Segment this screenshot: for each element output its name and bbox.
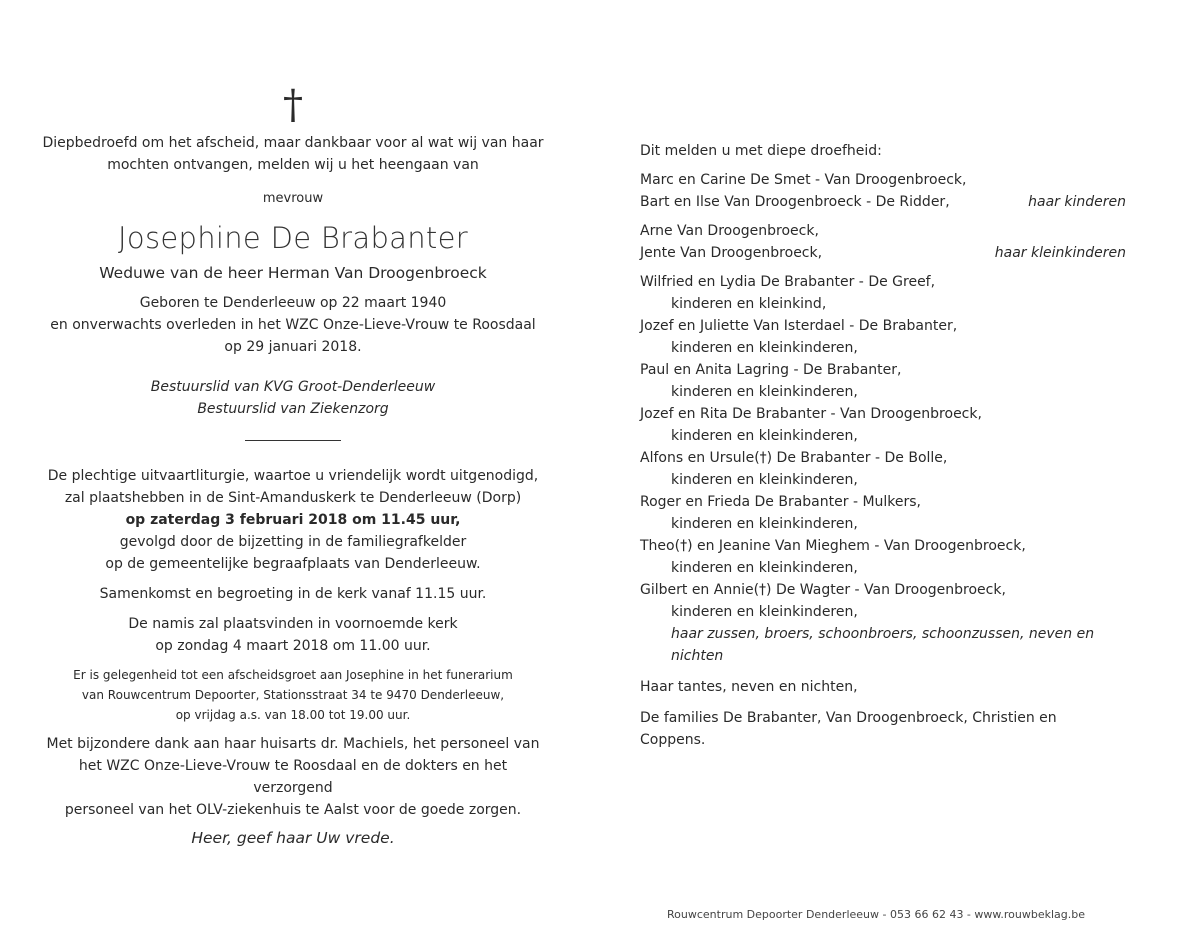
sibling-sub: kinderen en kleinkind, — [671, 296, 827, 312]
cross-icon: † — [283, 82, 303, 128]
sibling-sub: kinderen en kleinkinderen, — [671, 340, 858, 356]
funeral-line-1: De plechtige uitvaartliturgie, waartoe u vriendelijk wordt uitgenodigd, — [47, 468, 539, 484]
died-date: op 29 januari 2018. — [224, 339, 362, 355]
funeral-date: op zaterdag 3 februari 2018 om 11.45 uur, — [125, 512, 461, 528]
title: mevrouw — [262, 191, 324, 206]
sibling-name: Paul en Anita Lagring - De Brabanter, — [640, 362, 902, 378]
sibling-name: Roger en Frieda De Brabanter - Mulkers, — [640, 494, 922, 510]
sibling-sub: kinderen en kleinkinderen, — [671, 516, 858, 532]
farewell-line-1: Er is gelegenheid tot een afscheidsgroet aan Josephine in het funerarium — [73, 668, 513, 682]
children-line-2: Bart en Ilse Van Droogenbroeck - De Ridder, — [640, 194, 950, 210]
thanks-line-1: Met bijzondere dank aan haar huisarts dr. Machiels, het personeel van — [46, 736, 540, 752]
grandchildren-block — [640, 220, 1126, 264]
sibling-name: Theo(†) en Jeanine Van Mieghem - Van Droogenbroeck, — [640, 538, 1026, 554]
sibling-name: Alfons en Ursule(†) De Brabanter - De Bolle, — [640, 450, 948, 466]
siblings-block — [640, 271, 1126, 667]
mass-line-2: op zondag 4 maart 2018 om 11.00 uur. — [155, 638, 431, 654]
farewell-line-3: op vrijdag a.s. van 18.00 tot 19.00 uur. — [175, 708, 411, 722]
sibling-sub: kinderen en kleinkinderen, — [671, 472, 858, 488]
funeral-line-2: zal plaatshebben in de Sint-Amanduskerk te Denderleeuw (Dorp) — [64, 490, 522, 506]
sibling-sub: kinderen en kleinkinderen, — [671, 428, 858, 444]
farewell-line-2: van Rouwcentrum Depoorter, Stationsstraat 34 te 9470 Denderleeuw, — [81, 688, 505, 702]
sibling-name: Gilbert en Annie(†) De Wagter - Van Droogenbroeck, — [640, 582, 1006, 598]
siblings-role: haar zussen, broers, schoonbroers, schoonzussen, neven en nichten — [671, 626, 1095, 664]
thanks-line-3: personeel van het OLV-ziekenhuis te Aalst voor de goede zorgen. — [64, 802, 522, 818]
mourners-heading: Dit melden u met diepe droefheid: — [640, 143, 882, 159]
grandchildren-role: haar kleinkinderen — [994, 245, 1126, 261]
deceased-name: Josephine De Brabanter — [118, 221, 468, 255]
funeral-line-3: gevolgd door de bijzetting in de familiegrafkelder — [119, 534, 467, 550]
sibling-name: Jozef en Juliette Van Isterdael - De Brabanter, — [640, 318, 958, 334]
children-line-1: Marc en Carine De Smet - Van Droogenbroeck, — [640, 172, 967, 188]
sibling-sub: kinderen en kleinkinderen, — [671, 604, 858, 620]
role-kvg: Bestuurslid van KVG Groot-Denderleeuw — [150, 379, 436, 395]
thanks-line-2: het WZC Onze-Lieve-Vrouw te Roosdaal en de dokters en het verzorgend — [78, 758, 508, 796]
sibling-sub: kinderen en kleinkinderen, — [671, 384, 858, 400]
meeting-line: Samenkomst en begroeting in de kerk vanaf 11.15 uur. — [99, 586, 487, 602]
grandchildren-line-1: Arne Van Droogenbroeck, — [640, 223, 819, 239]
divider — [245, 440, 341, 441]
aunts-line: Haar tantes, neven en nichten, — [640, 679, 858, 695]
funeral-line-4: op de gemeentelijke begraafplaats van Denderleeuw. — [105, 556, 481, 572]
role-ziekenzorg: Bestuurslid van Ziekenzorg — [197, 401, 389, 417]
died-line: en onverwachts overleden in het WZC Onze-Lieve-Vrouw te Roosdaal — [50, 317, 536, 333]
grandchildren-row-2 — [640, 242, 1126, 264]
intro-line-2: mochten ontvangen, melden wij u het heengaan van — [107, 157, 479, 173]
children-row-2 — [640, 191, 1126, 213]
sibling-name: Jozef en Rita De Brabanter - Van Droogenbroeck, — [640, 406, 982, 422]
footer-contact: Rouwcentrum Depoorter Denderleeuw - 053 66 62 43 - www.rouwbeklag.be — [667, 908, 1085, 921]
intro-line-1: Diepbedroefd om het afscheid, maar dankbaar voor al wat wij van haar — [42, 135, 544, 151]
sibling-sub: kinderen en kleinkinderen, — [671, 560, 858, 576]
closing-prayer: Heer, geef haar Uw vrede. — [191, 829, 395, 847]
children-role: haar kinderen — [1028, 194, 1126, 210]
mass-line-1: De namis zal plaatsvinden in voornoemde kerk — [128, 616, 458, 632]
right-column — [640, 140, 1126, 751]
born-line: Geboren te Denderleeuw op 22 maart 1940 — [139, 295, 447, 311]
sibling-name: Wilfried en Lydia De Brabanter - De Greef, — [640, 274, 936, 290]
families-line: De families De Brabanter, Van Droogenbroeck, Christien en Coppens. — [640, 710, 1057, 748]
widow-line: Weduwe van de heer Herman Van Droogenbroeck — [99, 264, 487, 282]
grandchildren-line-2: Jente Van Droogenbroeck, — [640, 245, 823, 261]
left-column — [38, 82, 548, 849]
children-block — [640, 169, 1126, 213]
